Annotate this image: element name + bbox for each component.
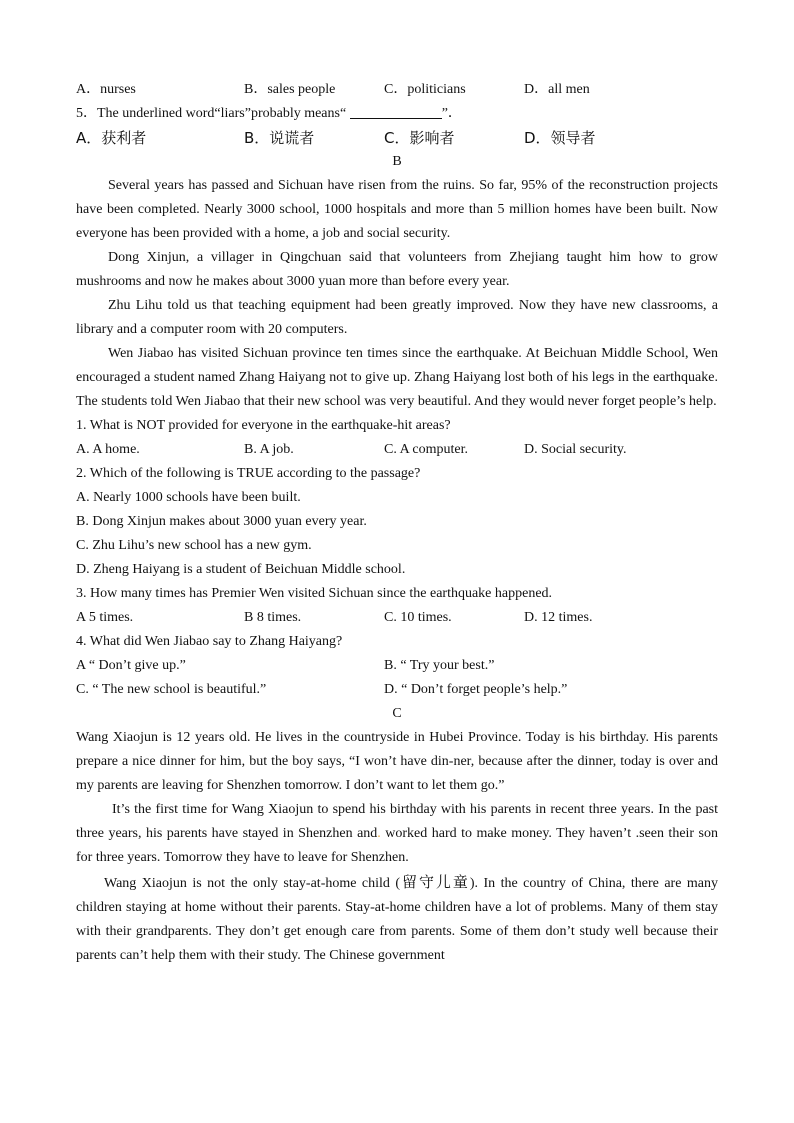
options-row-q4-cd <box>76 678 718 702</box>
options-row-q3 <box>76 606 718 630</box>
option-b: B 8 times. <box>244 610 302 625</box>
question-5-end: ”． <box>441 106 462 121</box>
paragraph-2-text-b: worked hard to make money. They haven’t .seen their son for three years. Tomorrow they have to leave for Shenzhen. <box>76 826 719 865</box>
option-c: C. 10 times. <box>384 610 452 625</box>
passage-b-paragraph-2: Dong Xinjun, a villager in Qingchuan said that volunteers from Zhejiang taught him how to grow mushrooms and now he makes about 3000 yuan more than before every year. <box>76 250 718 289</box>
option-a: A. Nearly 1000 schools have been built. <box>76 490 301 505</box>
question-1: 1. What is NOT provided for everyone in the earthquake-hit areas? <box>76 418 451 433</box>
option-c: C. Zhu Lihu’s new school has a new gym. <box>76 538 312 553</box>
passage-c-paragraph-1: Wang Xiaojun is 12 years old. He lives in the countryside in Hubei Province. Today is his birthday. His parents prepare a nice dinner for him, but the boy says, “I won’t have din-ner, because after the dinner, today is over and my parents are leaving for Shenzhen tomorrow. I don’t want to let them go.” <box>76 730 718 793</box>
option-c: C．politicians <box>384 82 466 97</box>
stray-dot: . <box>377 826 381 841</box>
option-d: D. Social security. <box>524 442 627 457</box>
option-a: A “ Don’t give up.” <box>76 658 186 673</box>
question-2: 2. Which of the following is TRUE according to the passage? <box>76 466 421 481</box>
passage-b-paragraph-3: Zhu Lihu told us that teaching equipment had been greatly improved. Now they have new classrooms, a library and a computer room with 20 computers. <box>76 298 718 337</box>
options-row-q4-ab <box>76 654 718 678</box>
option-d: D．领导者 <box>524 129 596 147</box>
option-b: B. Dong Xinjun makes about 3000 yuan every year. <box>76 514 367 529</box>
options-row-q1 <box>76 438 718 462</box>
exam-page <box>76 78 718 968</box>
option-c: C．影响者 <box>384 129 455 147</box>
option-d: D. Zheng Haiyang is a student of Beichuan Middle school. <box>76 562 406 577</box>
option-c: C. “ The new school is beautiful.” <box>76 682 267 697</box>
option-d: D．all men <box>524 82 590 97</box>
question-5-text: 5．The underlined word“liars”probably means“ <box>76 106 350 121</box>
option-a: A．nurses <box>76 82 136 97</box>
option-c: C. A computer. <box>384 442 468 457</box>
section-b-heading: B <box>392 154 402 169</box>
chinese-term: 留守儿童 <box>400 873 470 891</box>
passage-b-paragraph-1: Several years has passed and Sichuan have risen from the ruins. So far, 95% of the reconstruction projects have been completed. Nearly 3000 school, 1000 hospitals and more than 5 million homes have been built. Now everyone has been provided with a home, a job and social security. <box>76 178 718 241</box>
paragraph-2-text-a: It’s the first time for Wang Xiaojun to spend his birthday with his parents in recent three years. In the past three years, his parents have stayed in Shenzhen and <box>76 802 718 841</box>
options-row-q5 <box>76 126 718 150</box>
section-c-heading: C <box>392 706 402 721</box>
option-a: A．获利者 <box>76 129 147 147</box>
question-3: 3. How many times has Premier Wen visited Sichuan since the earthquake happened. <box>76 586 553 601</box>
option-b: B．说谎者 <box>244 129 315 147</box>
passage-c-paragraph-2 <box>76 798 718 870</box>
answer-blank <box>350 104 442 119</box>
question-5 <box>76 102 718 126</box>
paragraph-3-text-a: Wang Xiaojun is not the only stay-at-home child ( <box>104 876 401 891</box>
options-row-top <box>76 78 718 102</box>
option-d: D. “ Don’t forget people’s help.” <box>384 682 568 697</box>
paragraph-3-text-b: ). In the country of China, there are many children staying at home without their parents. Stay-at-home children have a lot of problems. Many of them stay with their grandparents. They don’t get enough care from parents. Some of them don’t study well because their parents can’t help them with their study. The Chinese government <box>76 876 718 963</box>
passage-b-paragraph-4: Wen Jiabao has visited Sichuan province ten times since the earthquake. At Beichuan Middle School, Wen encouraged a student named Zhang Haiyang not to give up. Zhang Haiyang lost both of his legs in the earthquake. The students told Wen Jiabao that their new school was very beautiful. And they would never forget people’s help. <box>76 346 718 409</box>
option-b: B. “ Try your best.” <box>384 658 495 673</box>
passage-c-paragraph-3 <box>76 870 718 968</box>
option-a: A 5 times. <box>76 610 134 625</box>
option-d: D. 12 times. <box>524 610 593 625</box>
question-4: 4. What did Wen Jiabao say to Zhang Haiyang? <box>76 634 343 649</box>
option-b: B. A job. <box>244 442 294 457</box>
option-b: B．sales people <box>244 82 336 97</box>
option-a: A. A home. <box>76 442 140 457</box>
